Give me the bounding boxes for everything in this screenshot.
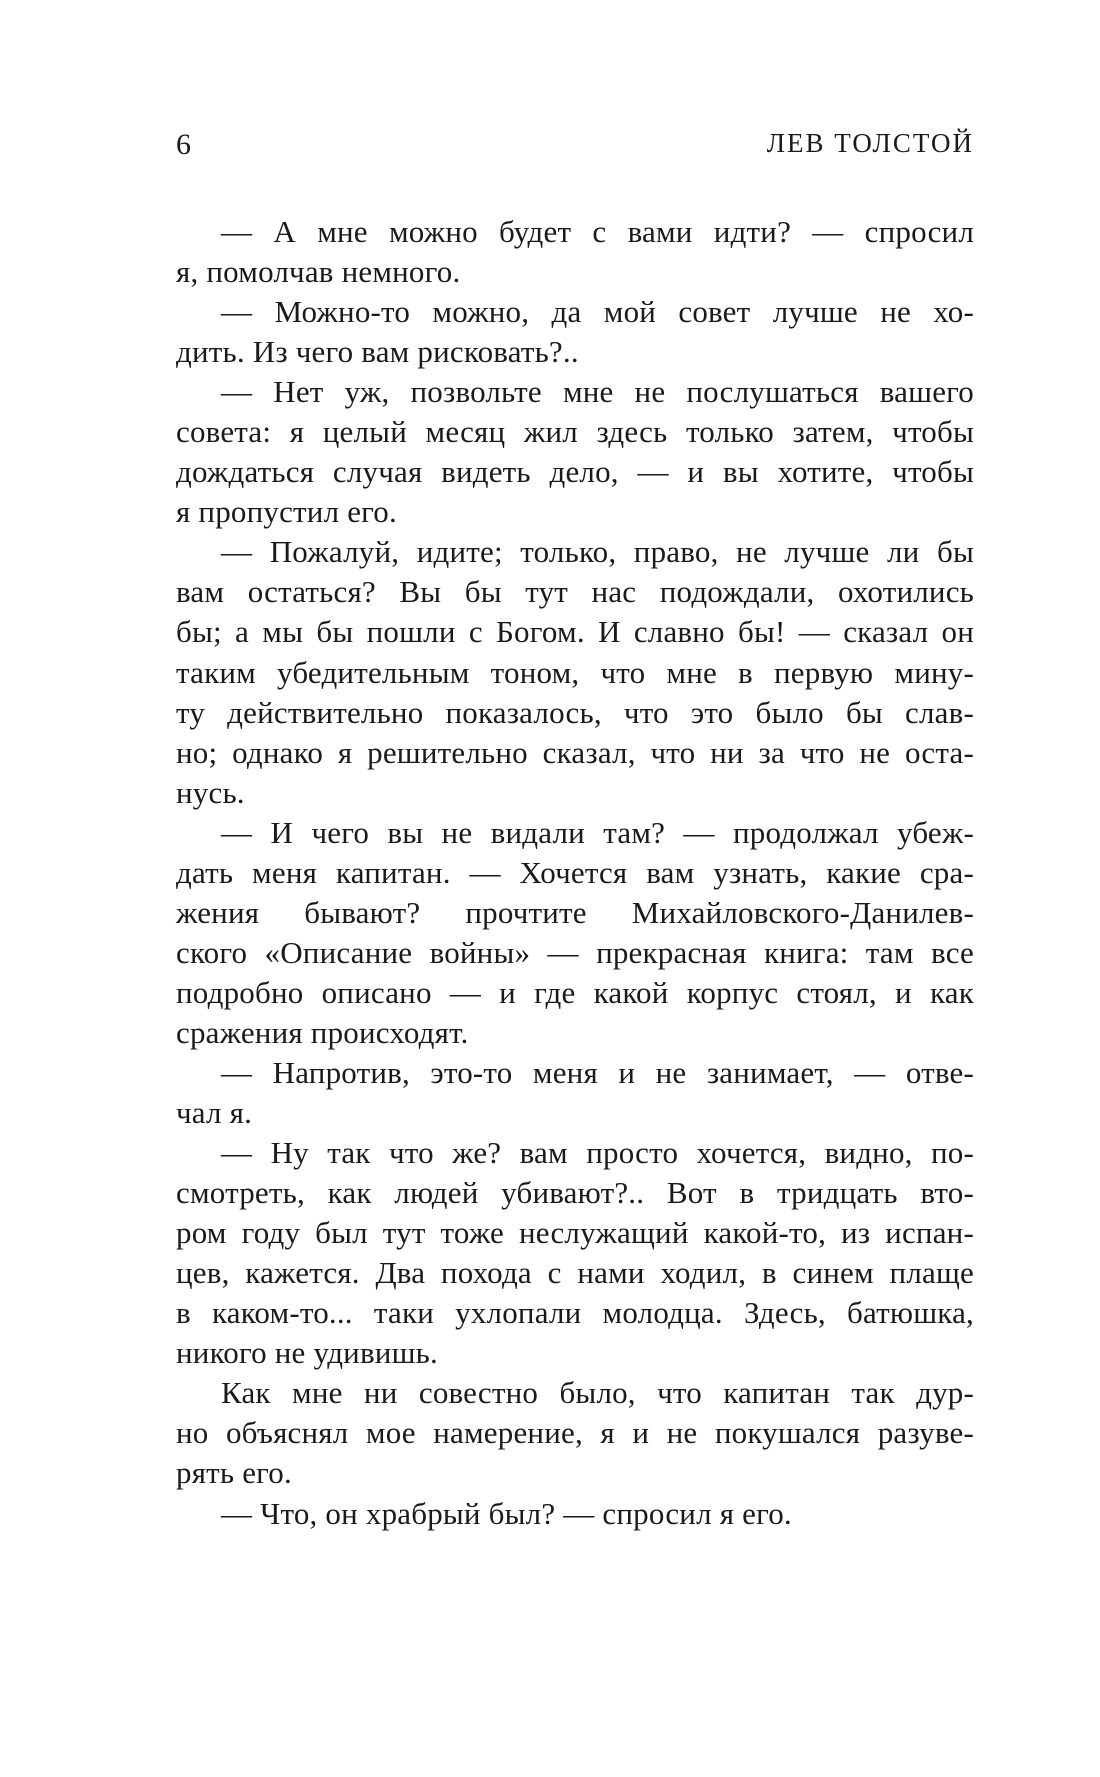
page-number: 6 [176,128,192,161]
text-line: — И чего вы не видали там? — продолжал убеж- [221,814,974,850]
text-line: подробно описано — и где какой корпус стоял, и как [176,974,974,1010]
body-text [176,212,974,1534]
text-line: ту действительно показалось, что это было бы слав- [176,694,974,730]
text-line: дать меня капитан. — Хочется вам узнать, какие сра- [176,854,974,890]
text-line: — Пожалуй, идите; только, право, не лучше ли бы [221,534,974,570]
text-line: я пропустил его. [176,494,397,530]
text-line: рять его. [176,1455,292,1491]
text-line: сражения происходят. [176,1014,469,1050]
text-line: ского «Описание войны» — прекрасная книга: там все [176,934,974,970]
text-line: жения бывают? прочтите Михайловского-Данилев- [176,894,974,930]
text-line: в каком-то... таки ухлопали молодца. Здесь, батюшка, [176,1295,974,1331]
text-line: нусь. [176,774,245,810]
text-line: — А мне можно будет с вами идти? — спросил [221,214,974,249]
text-line: смотреть, как людей убивают?.. Вот в тридцать вто- [176,1175,974,1211]
text-line: — Напротив, это-то меня и не занимает, — отве- [221,1054,974,1090]
text-line: — Нет уж, позвольте мне не послушаться вашего [221,374,974,410]
text-line: но; однако я решительно сказал, что ни за что не оста- [176,734,974,770]
text-line: — Ну так что же? вам просто хочется, видно, по- [221,1135,974,1171]
text-line: цев, кажется. Два похода с нами ходил, в синем плаще [176,1255,974,1291]
text-line: чал я. [176,1095,253,1131]
text-line: дить. Из чего вам рисковать?.. [176,334,579,370]
text-line: Как мне ни совестно было, что капитан так дур- [221,1375,974,1411]
text-line: вам остаться? Вы бы тут нас подождали, охотились [176,574,974,610]
text-line: я, помолчав немного. [176,254,461,290]
text-line: — Можно-то можно, да мой совет лучше не хо- [221,294,974,330]
text-line: но объяснял мое намерение, я и не покушался разуве- [176,1415,974,1451]
running-title: ЛЕВ ТОЛСТОЙ [766,128,974,158]
text-line: таким убедительным тоном, что мне в первую мину- [176,654,974,690]
text-line: ром году был тут тоже неслужащий какой-то, из испан- [176,1215,974,1251]
text-line: — Что, он храбрый был? — спросил я его. [221,1495,792,1531]
text-line: дождаться случая видеть дело, — и вы хотите, чтобы [176,454,974,490]
running-head [176,128,974,168]
text-line: бы; а мы бы пошли с Богом. И славно бы! — сказал он [176,614,974,650]
text-line: никого не удивишь. [176,1335,438,1371]
text-line: совета: я целый месяц жил здесь только затем, чтобы [176,414,974,450]
